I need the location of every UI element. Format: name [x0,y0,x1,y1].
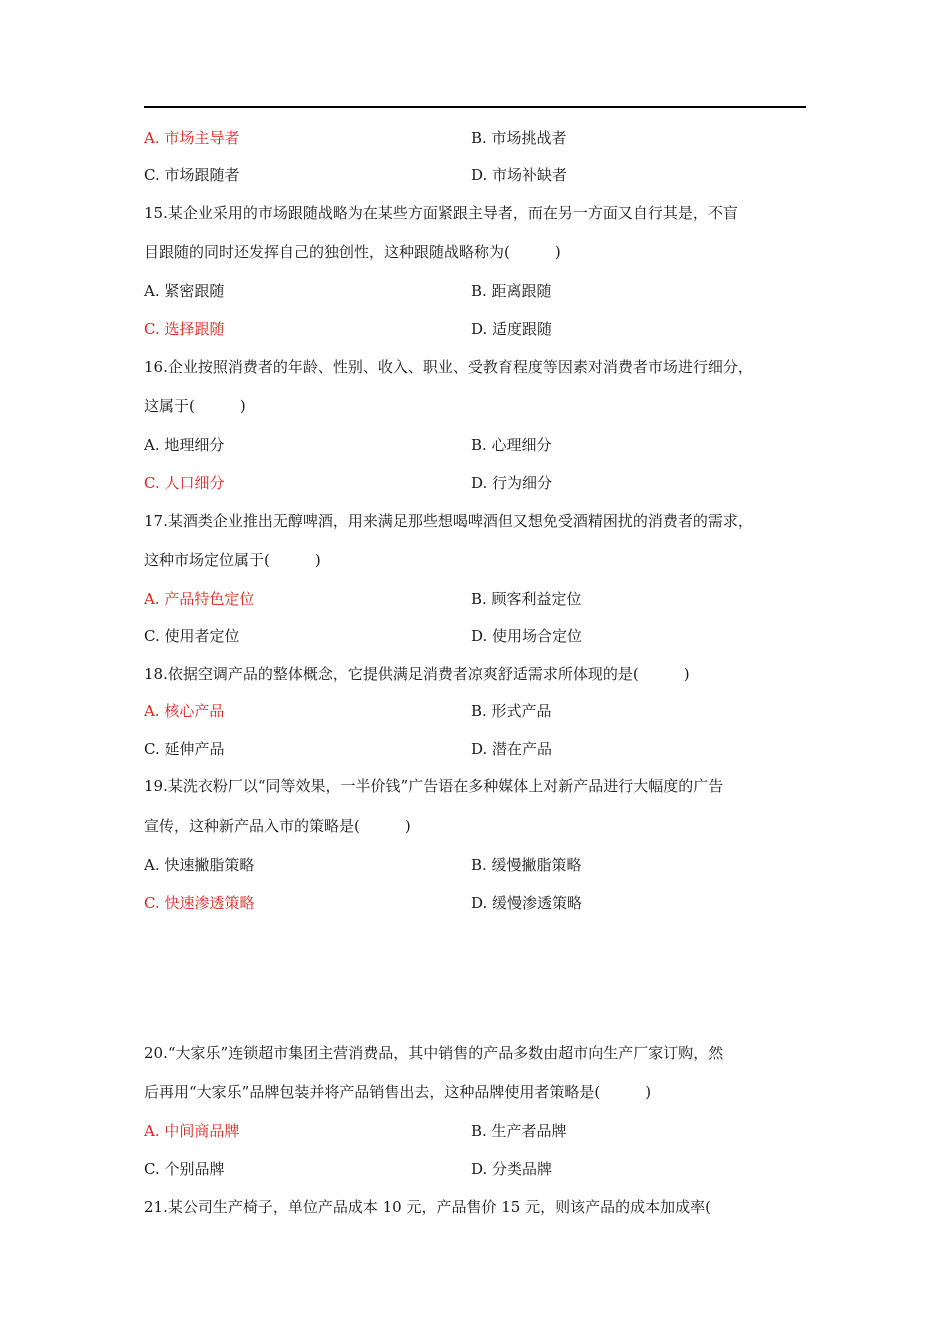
q20-text-line1: 20.“大家乐”连锁超市集团主营消费品，其中销售的产品多数由超市向生产厂家订购，然 [144,1044,724,1062]
q15-option-d: D. 适度跟随 [471,320,553,338]
q20-option-d: D. 分类品牌 [471,1160,553,1178]
q14-option-c: C. 市场跟随者 [144,166,240,184]
q17-option-b: B. 顾客利益定位 [471,590,582,608]
q16-text-line2: 这属于( ) [144,397,246,415]
q17-text-line1: 17.某酒类企业推出无醇啤酒，用来满足那些想喝啤酒但又想免受酒精困扰的消费者的需求， [144,512,753,530]
q18-option-d: D. 潜在产品 [471,740,553,758]
q19-option-c: C. 快速渗透策略 [144,894,255,912]
q17-text-line2: 这种市场定位属于( ) [144,551,321,569]
q20-option-a: A. 中间商品牌 [144,1122,240,1140]
q15-text-line2: 目跟随的同时还发挥自己的独创性，这种跟随战略称为( ) [144,243,561,261]
q19-option-a: A. 快速撇脂策略 [144,856,255,874]
q17-option-d: D. 使用场合定位 [471,627,583,645]
q15-text-line1: 15.某企业采用的市场跟随战略为在某些方面紧跟主导者，而在另一方面又自行其是，不盲 [144,204,738,222]
q16-option-d: D. 行为细分 [471,474,553,492]
q18-option-a: A. 核心产品 [144,702,225,720]
q16-option-c: C. 人口细分 [144,474,225,492]
q20-option-c: C. 个别品牌 [144,1160,225,1178]
header-rule [144,106,806,108]
q15-option-b: B. 距离跟随 [471,282,552,300]
q15-option-a: A. 紧密跟随 [144,282,225,300]
q17-option-a: A. 产品特色定位 [144,590,255,608]
q14-option-d: D. 市场补缺者 [471,166,568,184]
q16-option-a: A. 地理细分 [144,436,225,454]
q14-option-a: A. 市场主导者 [144,129,240,147]
q14-option-b: B. 市场挑战者 [471,129,567,147]
q21-text-line1: 21.某公司生产椅子，单位产品成本 10 元，产品售价 15 元，则该产品的成本加成率( [144,1198,711,1216]
q18-text-line1: 18.依据空调产品的整体概念，它提供满足消费者凉爽舒适需求所体现的是( ) [144,665,690,683]
q20-option-b: B. 生产者品牌 [471,1122,567,1140]
q19-option-d: D. 缓慢渗透策略 [471,894,583,912]
q17-option-c: C. 使用者定位 [144,627,240,645]
q19-option-b: B. 缓慢撇脂策略 [471,856,582,874]
q18-option-c: C. 延伸产品 [144,740,225,758]
q15-option-c: C. 选择跟随 [144,320,225,338]
q19-text-line2: 宣传，这种新产品入市的策略是( ) [144,817,411,835]
q20-text-line2: 后再用“大家乐”品牌包装并将产品销售出去，这种品牌使用者策略是( ) [144,1083,652,1101]
q18-option-b: B. 形式产品 [471,702,552,720]
q16-text-line1: 16.企业按照消费者的年龄、性别、收入、职业、受教育程度等因素对消费者市场进行细分， [144,358,753,376]
q19-text-line1: 19.某洗衣粉厂以“同等效果，一半价钱”广告语在多种媒体上对新产品进行大幅度的广告 [144,777,724,795]
q16-option-b: B. 心理细分 [471,436,552,454]
